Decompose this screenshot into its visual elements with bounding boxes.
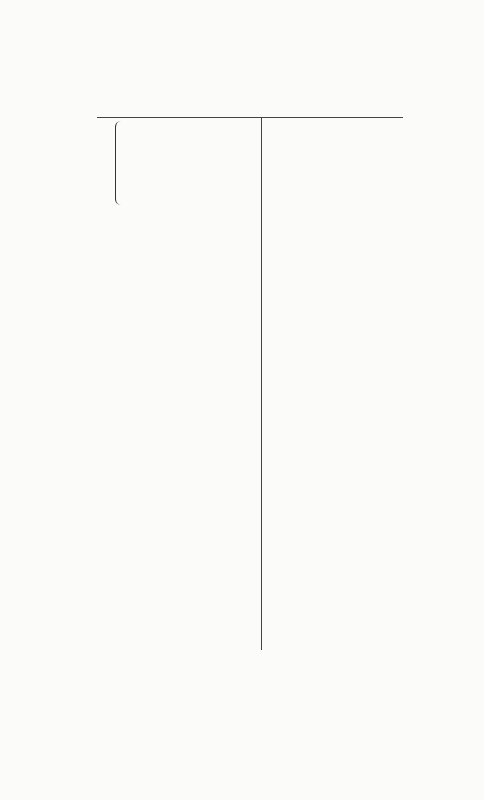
column-divider [261, 117, 262, 650]
interpreters-brace [115, 121, 122, 205]
header-rule [97, 117, 403, 118]
